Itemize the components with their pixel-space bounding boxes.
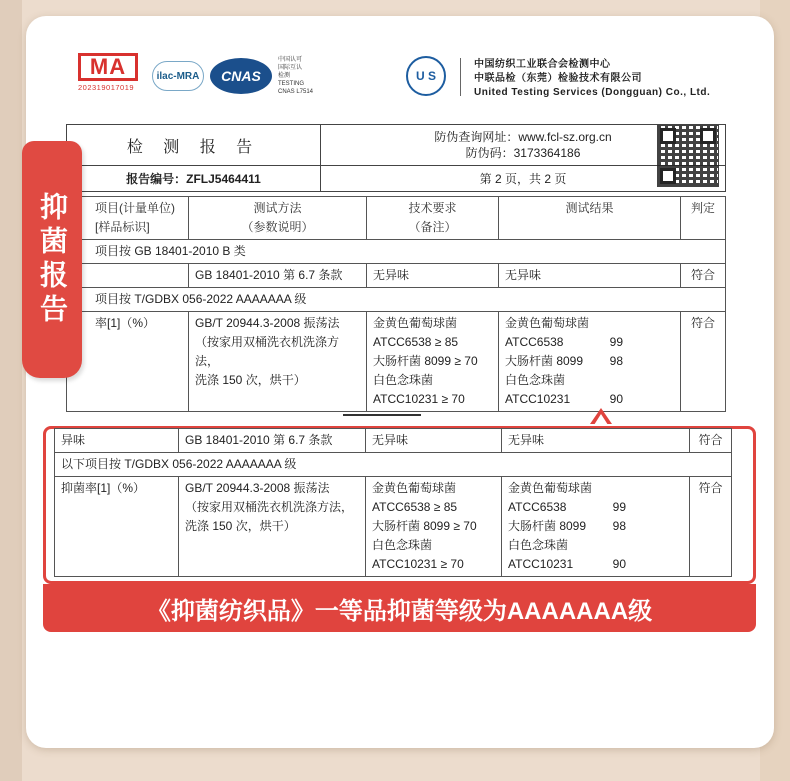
verification-code: 防伪码：3173364186 bbox=[465, 146, 581, 160]
section-label: 项目按 T/GDBX 056-2022 AAAAAAA 级 bbox=[67, 288, 726, 312]
requirement-line: 白色念珠菌 bbox=[372, 538, 433, 552]
method-line: GB/T 20944.3-2008 振荡法 bbox=[185, 481, 330, 495]
cell-verdict: 符合 bbox=[681, 264, 726, 288]
cell-result: 无异味 bbox=[502, 429, 690, 453]
report-number: 报告编号：ZFLJ5464411 bbox=[67, 166, 321, 192]
result-line: ATCC6538 99 bbox=[505, 335, 623, 349]
cell-verdict: 符合 bbox=[690, 477, 732, 577]
section-row bbox=[55, 453, 732, 477]
result-line: ATCC10231 90 bbox=[505, 392, 623, 406]
report-header-table bbox=[66, 124, 726, 192]
cell-item bbox=[67, 264, 189, 288]
cell-requirement bbox=[367, 312, 499, 412]
uts-logo: U S bbox=[406, 56, 446, 96]
table-row bbox=[55, 477, 732, 577]
cma-number: 202319017019 bbox=[78, 83, 135, 92]
requirement-line: ATCC10231 ≥ 70 bbox=[373, 392, 465, 406]
cell-item: 率[1]（%） bbox=[67, 312, 189, 412]
uts-company-name bbox=[474, 58, 710, 100]
cma-logo bbox=[78, 53, 144, 99]
method-line: 洗涤 150 次，烘干） bbox=[185, 519, 296, 533]
background-stripe-left bbox=[0, 0, 22, 781]
cell-method: GB 18401-2010 第 6.7 条款 bbox=[189, 264, 367, 288]
cell-item: 抑菌率[1]（%） bbox=[55, 477, 179, 577]
method-line: GB/T 20944.3-2008 振荡法 bbox=[195, 316, 340, 330]
divider-mark bbox=[343, 414, 421, 416]
result-line: 大肠杆菌 8099 98 bbox=[505, 354, 623, 368]
certification-logos bbox=[78, 52, 328, 100]
header-text: 项目(计量单位) bbox=[95, 201, 175, 215]
method-line: 洗涤 150 次，烘干） bbox=[195, 373, 306, 387]
uts-line: United Testing Services (Dongguan) Co., Ltd. bbox=[474, 87, 711, 98]
requirement-line: 白色念珠菌 bbox=[373, 373, 434, 387]
ilac-mra-logo: ilac-MRA bbox=[152, 61, 204, 91]
header-item bbox=[67, 197, 189, 240]
uts-line: 中国纺织工业联合会检测中心 bbox=[474, 59, 611, 70]
section-label: 以下项目按 T/GDBX 056-2022 AAAAAAA 级 bbox=[55, 453, 732, 477]
qr-code bbox=[657, 125, 719, 187]
result-line: 大肠杆菌 8099 98 bbox=[508, 519, 626, 533]
cell-requirement: 无异味 bbox=[367, 264, 499, 288]
cell-result bbox=[499, 312, 681, 412]
cell-method: GB 18401-2010 第 6.7 条款 bbox=[179, 429, 366, 453]
cell-requirement bbox=[366, 477, 502, 577]
requirement-line: 大肠杆菌 8099 ≥ 70 bbox=[372, 519, 477, 533]
table-row bbox=[55, 429, 732, 453]
header-text: （备注） bbox=[408, 220, 457, 234]
result-line: 白色念珠菌 bbox=[508, 538, 569, 552]
table-row bbox=[67, 312, 726, 412]
header-method bbox=[189, 197, 367, 240]
uts-divider bbox=[460, 58, 461, 96]
page-info: 第 2 页，共 2 页 bbox=[321, 166, 726, 192]
requirement-line: 大肠杆菌 8099 ≥ 70 bbox=[373, 354, 478, 368]
result-line: 白色念珠菌 bbox=[505, 373, 566, 387]
results-table bbox=[66, 196, 726, 412]
section-row bbox=[67, 240, 726, 264]
cnas-caption-line: 国际互认 bbox=[278, 65, 303, 71]
section-label: 项目按 GB 18401-2010 B 类 bbox=[67, 240, 726, 264]
cell-result: 无异味 bbox=[499, 264, 681, 288]
cnas-caption-line: CNAS L7514 bbox=[278, 89, 314, 95]
cma-mark: MA bbox=[78, 53, 138, 81]
requirement-line: ATCC6538 ≥ 85 bbox=[372, 500, 458, 514]
side-tag: 抑菌报告 bbox=[22, 141, 82, 378]
header-text: 技术要求 bbox=[408, 201, 457, 215]
table-row bbox=[67, 264, 726, 288]
cell-verdict: 符合 bbox=[681, 312, 726, 412]
header-result: 测试结果 bbox=[499, 197, 681, 240]
cell-item: 异味 bbox=[55, 429, 179, 453]
method-line: （按家用双桶洗衣机洗涤方法， bbox=[195, 335, 340, 368]
requirement-line: 金黄色葡萄球菌 bbox=[373, 316, 458, 330]
cell-requirement: 无异味 bbox=[366, 429, 502, 453]
cnas-caption-line: 中国认可 bbox=[278, 57, 303, 63]
cnas-caption bbox=[278, 56, 328, 96]
result-line: ATCC6538 99 bbox=[508, 500, 626, 514]
section-row bbox=[67, 288, 726, 312]
cell-verdict: 符合 bbox=[690, 429, 732, 453]
cell-method bbox=[179, 477, 366, 577]
report-title: 检 测 报 告 bbox=[67, 125, 321, 166]
table-header-row bbox=[67, 197, 726, 240]
cell-result bbox=[502, 477, 690, 577]
header-text: [样品标识] bbox=[95, 220, 150, 234]
method-line: （按家用双桶洗衣机洗涤方法， bbox=[185, 500, 354, 514]
verification-url: 防伪查询网址：www.fcl-sz.org.cn bbox=[434, 130, 612, 144]
zoomed-results-table bbox=[54, 428, 732, 577]
result-line: ATCC10231 90 bbox=[508, 557, 626, 571]
requirement-line: ATCC6538 ≥ 85 bbox=[373, 335, 459, 349]
cnas-caption-line: TESTING bbox=[278, 81, 305, 87]
header-requirement bbox=[367, 197, 499, 240]
uts-line: 中联品检（东莞）检验技术有限公司 bbox=[474, 73, 642, 84]
header-text: （参数说明） bbox=[241, 220, 314, 234]
requirement-line: 金黄色葡萄球菌 bbox=[372, 481, 457, 495]
header-verdict: 判定 bbox=[681, 197, 726, 240]
header-text: 测试方法 bbox=[253, 201, 302, 215]
cnas-caption-line: 检测 bbox=[278, 73, 291, 79]
result-line: 金黄色葡萄球菌 bbox=[508, 481, 593, 495]
cell-method bbox=[189, 312, 367, 412]
highlight-pointer-inner bbox=[594, 414, 608, 425]
grade-banner: 《抑菌纺织品》一等品抑菌等级为AAAAAAA级 bbox=[43, 584, 756, 632]
cnas-logo: CNAS bbox=[210, 58, 272, 94]
requirement-line: ATCC10231 ≥ 70 bbox=[372, 557, 464, 571]
result-line: 金黄色葡萄球菌 bbox=[505, 316, 590, 330]
